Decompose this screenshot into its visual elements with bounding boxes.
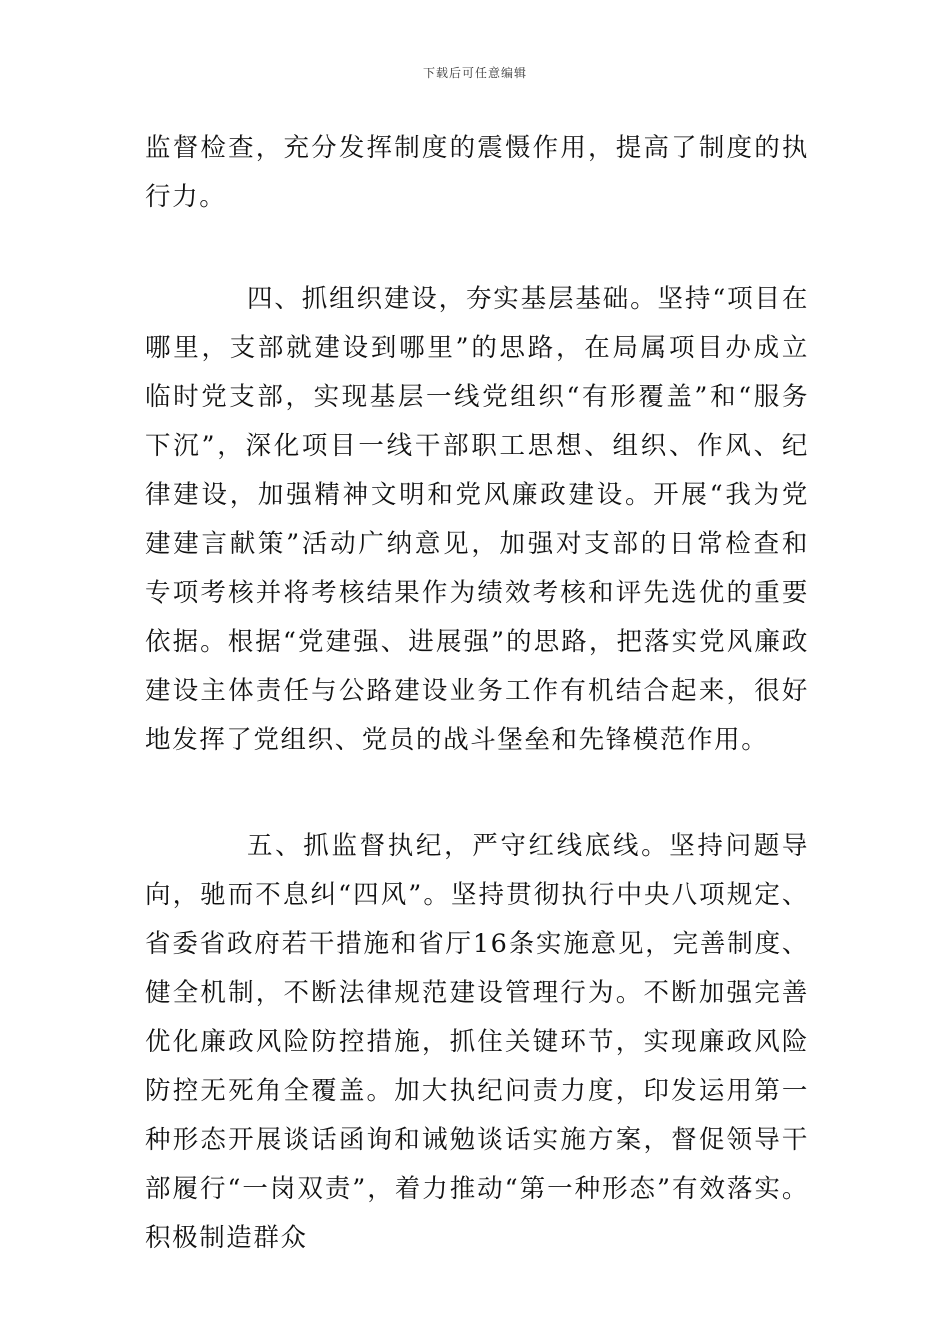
paragraph-section-five: 五、抓监督执纪，严守红线底线。坚持问题导向，驰而不息纠“四风”。坚持贯彻执行中央八项规定、省委省政府若干措施和省厅16条实施意见，完善制度、健全机制，不断法律规范建设管理行为。不断加强完善优化廉政风险防控措施，抓住关键环节，实现廉政风险防控无死角全覆盖。加大执纪问责力度，印发运用第一种形态开展谈话函询和诫勉谈话实施方案，督促领导干部履行“一岗双责”，着力推动“第一种形态”有效落实。积极制造群众: [145, 831, 809, 1253]
paragraph-section-four: 四、抓组织建设，夯实基层基础。坚持“项目在哪里，支部就建设到哪里”的思路，在局属项目办成立临时党支部，实现基层一线党组织“有形覆盖”和“服务下沉”，深化项目一线干部职工思想、组织、作风、纪律建设，加强精神文明和党风廉政建设。开展“我为党建建言献策”活动广纳意见，加强对支部的日常检查和专项考核并将考核结果作为绩效考核和评先选优的重要依据。根据“党建强、进展强”的思路，把落实党风廉政建设主体责任与公路建设业务工作有机结合起来，很好地发挥了党组织、党员的战斗堡垒和先锋模范作用。: [145, 284, 809, 755]
page-header: 下载后可任意编辑: [422, 66, 527, 80]
paragraph-continuation: 监督检查，充分发挥制度的震慑作用，提高了制度的执行力。: [145, 133, 809, 212]
